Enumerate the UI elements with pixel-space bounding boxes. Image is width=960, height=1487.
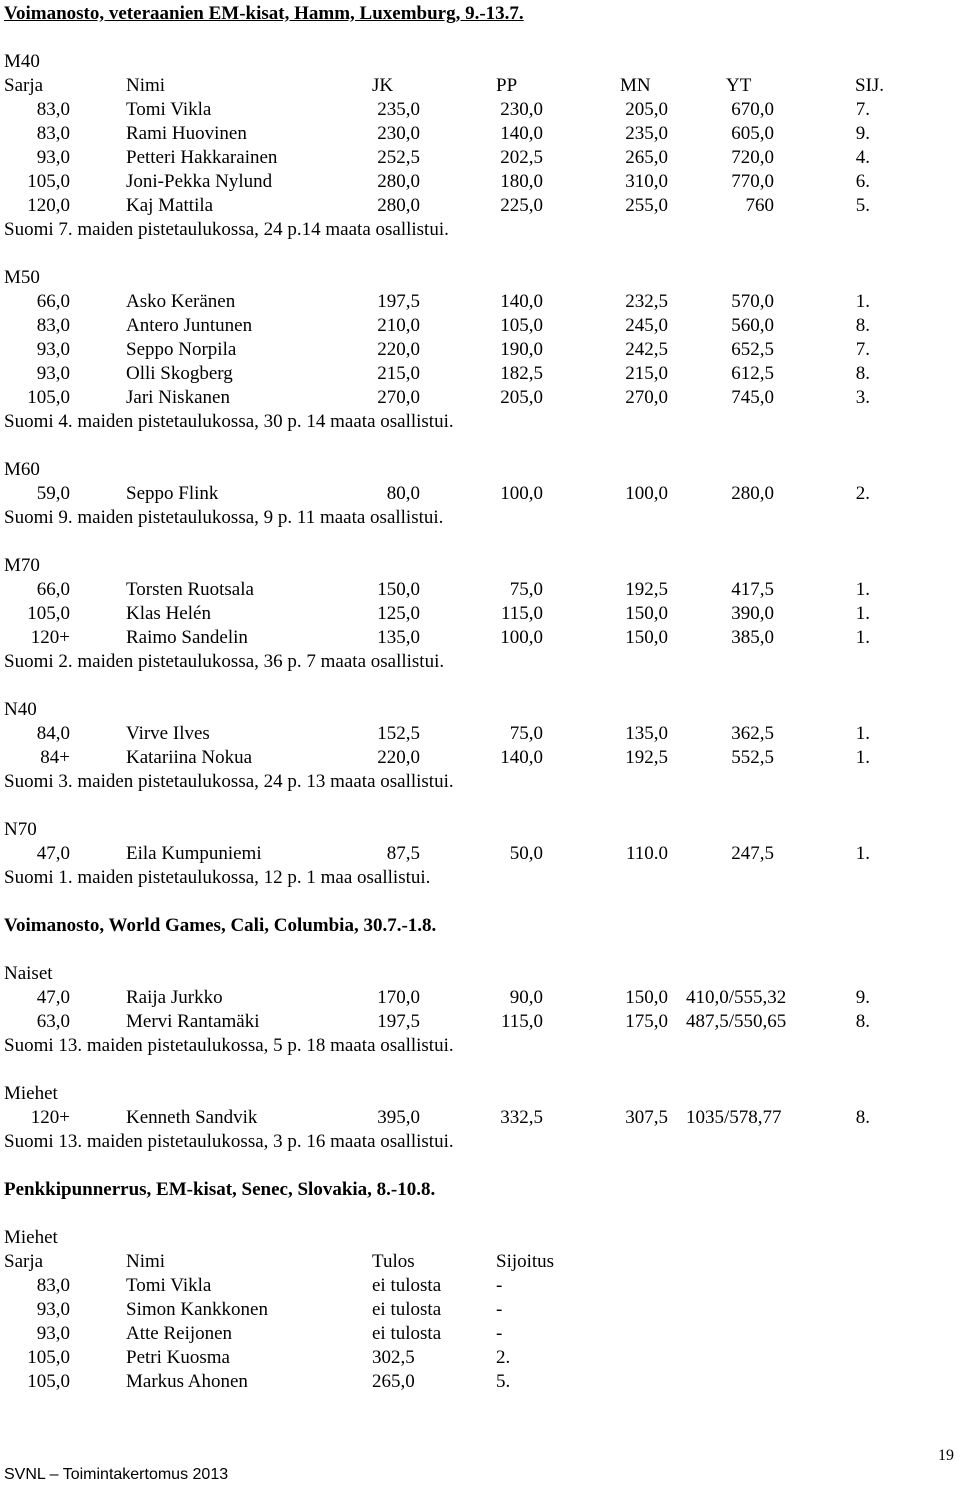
- section1-groups: [4, 50, 944, 890]
- table-row: [4, 290, 944, 314]
- table-cell: 9.: [855, 123, 870, 144]
- header-cell: Nimi: [126, 75, 166, 96]
- table-cell: 202,5: [500, 147, 543, 168]
- header-cell: JK: [372, 75, 394, 96]
- table-cell: 417,5: [731, 579, 774, 600]
- table-cell: 245,0: [625, 315, 668, 336]
- header-cell: MN: [620, 75, 651, 96]
- group-name: M50: [4, 267, 40, 288]
- table-row: [4, 146, 944, 170]
- table-cell: Petteri Hakkarainen: [126, 147, 278, 168]
- table-cell: 75,0: [509, 723, 543, 744]
- table-row: [4, 746, 944, 770]
- group-name: M40: [4, 51, 40, 72]
- table-row: [4, 578, 944, 602]
- table-cell: 197,5: [377, 1011, 420, 1032]
- table-cell: 230,0: [377, 123, 420, 144]
- table-cell: 120,0: [27, 195, 70, 216]
- footer-text: SVNL – Toimintakertomus 2013: [4, 1466, 229, 1483]
- table-cell: 100,0: [625, 483, 668, 504]
- table-cell: 192,5: [625, 747, 668, 768]
- table-cell: 93,0: [36, 1323, 70, 1344]
- table-cell: 1.: [855, 843, 870, 864]
- table-cell: 110.0: [625, 843, 668, 864]
- table-cell: 150,0: [377, 579, 420, 600]
- table-cell: 87,5: [386, 843, 420, 864]
- table-cell: 150,0: [625, 627, 668, 648]
- table-cell: 265,0: [372, 1371, 415, 1392]
- table-cell: 4.: [855, 147, 870, 168]
- table-cell: 230,0: [500, 99, 543, 120]
- table-cell: 93,0: [36, 339, 70, 360]
- table-row: [4, 482, 944, 506]
- table-row: [4, 1274, 944, 1298]
- table-row: [4, 98, 944, 122]
- table-cell: 190,0: [500, 339, 543, 360]
- table-cell: 670,0: [731, 99, 774, 120]
- group-summary: Suomi 13. maiden pistetaulukossa, 5 p. 18 maata osallistui.: [4, 1035, 454, 1056]
- group-summary: Suomi 1. maiden pistetaulukossa, 12 p. 1 maa osallistui.: [4, 867, 431, 888]
- table-cell: Tomi Vikla: [126, 99, 212, 120]
- table-cell: 1.: [855, 291, 870, 312]
- table-cell: 8.: [855, 1107, 870, 1128]
- table-cell: Tomi Vikla: [126, 1275, 212, 1296]
- spacer: [4, 1058, 944, 1082]
- group-name: Miehet: [4, 1227, 58, 1248]
- section-title: Voimanosto, World Games, Cali, Columbia, 30.7.-1.8.: [4, 915, 437, 936]
- bench-results: [4, 1274, 944, 1394]
- table-cell: 362,5: [731, 723, 774, 744]
- table-cell: 1.: [855, 603, 870, 624]
- table-cell: -: [496, 1299, 503, 1320]
- table-cell: 105,0: [27, 1347, 70, 1368]
- table-row: [4, 842, 944, 866]
- table-cell: 83,0: [36, 1275, 70, 1296]
- group-name: Miehet: [4, 1083, 58, 1104]
- table-cell: Atte Reijonen: [126, 1323, 233, 1344]
- table-cell: Mervi Rantamäki: [126, 1011, 260, 1032]
- table-cell: 487,5/550,65: [686, 1011, 787, 1032]
- table-cell: 170,0: [377, 987, 420, 1008]
- table-cell: 235,0: [625, 123, 668, 144]
- table-row: [4, 1322, 944, 1346]
- table-cell: 1035/578,77: [686, 1107, 782, 1128]
- group-summary: Suomi 7. maiden pistetaulukossa, 24 p.14 maata osallistui.: [4, 219, 449, 240]
- table-row: [4, 386, 944, 410]
- table-cell: 6.: [855, 171, 870, 192]
- document: [4, 2, 944, 1394]
- table-cell: 552,5: [731, 747, 774, 768]
- table-cell: 93,0: [36, 1299, 70, 1320]
- table-cell: 220,0: [377, 747, 420, 768]
- table-cell: 140,0: [500, 291, 543, 312]
- spacer: [4, 434, 944, 458]
- table-cell: 115,0: [500, 603, 543, 624]
- table-cell: 180,0: [500, 171, 543, 192]
- group-summary: Suomi 3. maiden pistetaulukossa, 24 p. 13 maata osallistui.: [4, 771, 454, 792]
- table-cell: 75,0: [509, 579, 543, 600]
- table-cell: Joni-Pekka Nylund: [126, 171, 273, 192]
- table-cell: 2.: [855, 483, 870, 504]
- table-cell: 5.: [496, 1371, 511, 1392]
- table-cell: 252,5: [377, 147, 420, 168]
- table-row: [4, 1106, 944, 1130]
- table-cell: 280,0: [731, 483, 774, 504]
- table-cell: 175,0: [625, 1011, 668, 1032]
- table-cell: 210,0: [377, 315, 420, 336]
- table-cell: 63,0: [36, 1011, 70, 1032]
- table-cell: 140,0: [500, 123, 543, 144]
- table-cell: 235,0: [377, 99, 420, 120]
- table-cell: 83,0: [36, 123, 70, 144]
- section-title: Penkkipunnerrus, EM-kisat, Senec, Slovakia, 8.-10.8.: [4, 1179, 436, 1200]
- table-cell: ei tulosta: [372, 1299, 442, 1320]
- table-cell: Raija Jurkko: [126, 987, 223, 1008]
- table-cell: 5.: [855, 195, 870, 216]
- table-cell: Olli Skogberg: [126, 363, 233, 384]
- table-cell: 140,0: [500, 747, 543, 768]
- table-cell: ei tulosta: [372, 1275, 442, 1296]
- table-cell: 150,0: [625, 987, 668, 1008]
- table-cell: 83,0: [36, 99, 70, 120]
- table-cell: 225,0: [500, 195, 543, 216]
- group-summary: Suomi 9. maiden pistetaulukossa, 9 p. 11 maata osallistui.: [4, 507, 444, 528]
- table-header: [4, 74, 944, 98]
- group-name: M60: [4, 459, 40, 480]
- table-cell: Kaj Mattila: [126, 195, 214, 216]
- table-cell: 760: [745, 195, 774, 216]
- header-cell: PP: [496, 75, 518, 96]
- table-row: [4, 170, 944, 194]
- table-row: [4, 362, 944, 386]
- table-cell: -: [496, 1275, 503, 1296]
- spacer: [4, 242, 944, 266]
- table-cell: Petri Kuosma: [126, 1347, 230, 1368]
- table-cell: 332,5: [500, 1107, 543, 1128]
- table-row: [4, 122, 944, 146]
- section-title: Voimanosto, veteraanien EM-kisat, Hamm, Luxemburg, 9.-13.7.: [4, 3, 524, 24]
- spacer: [4, 794, 944, 818]
- table-cell: 93,0: [36, 363, 70, 384]
- table-cell: 115,0: [500, 1011, 543, 1032]
- table-row: [4, 194, 944, 218]
- table-cell: 720,0: [731, 147, 774, 168]
- table-row: [4, 1346, 944, 1370]
- table-cell: 310,0: [625, 171, 668, 192]
- table-cell: 205,0: [500, 387, 543, 408]
- table-cell: 9.: [855, 987, 870, 1008]
- table-cell: 385,0: [731, 627, 774, 648]
- table-cell: 7.: [855, 339, 870, 360]
- header-cell: Sarja: [4, 1251, 44, 1272]
- table-cell: Katariina Nokua: [126, 747, 253, 768]
- group-name: N40: [4, 699, 37, 720]
- table-cell: 105,0: [27, 387, 70, 408]
- table-row: [4, 722, 944, 746]
- table-cell: 8.: [855, 1011, 870, 1032]
- table-row: [4, 314, 944, 338]
- table-cell: 152,5: [377, 723, 420, 744]
- table-cell: Markus Ahonen: [126, 1371, 248, 1392]
- table-row: [4, 1370, 944, 1394]
- table-cell: 47,0: [36, 987, 70, 1008]
- table-cell: 135,0: [377, 627, 420, 648]
- group-summary: Suomi 13. maiden pistetaulukossa, 3 p. 16 maata osallistui.: [4, 1131, 454, 1152]
- header-cell: SIJ.: [855, 75, 885, 96]
- table-cell: 90,0: [509, 987, 543, 1008]
- group-name: M70: [4, 555, 40, 576]
- table-cell: 570,0: [731, 291, 774, 312]
- table-cell: 770,0: [731, 171, 774, 192]
- table-cell: ei tulosta: [372, 1323, 442, 1344]
- table-cell: -: [496, 1323, 503, 1344]
- table-cell: 80,0: [386, 483, 420, 504]
- table-cell: Antero Juntunen: [126, 315, 253, 336]
- table-cell: 215,0: [625, 363, 668, 384]
- table-header: [4, 1250, 944, 1274]
- table-cell: 50,0: [509, 843, 543, 864]
- table-cell: 125,0: [377, 603, 420, 624]
- table-cell: 192,5: [625, 579, 668, 600]
- table-cell: 255,0: [625, 195, 668, 216]
- table-cell: 612,5: [731, 363, 774, 384]
- header-cell: Sijoitus: [496, 1251, 555, 1272]
- header-cell: Tulos: [372, 1251, 415, 1272]
- table-cell: 652,5: [731, 339, 774, 360]
- table-cell: 100,0: [500, 627, 543, 648]
- table-cell: 215,0: [377, 363, 420, 384]
- table-row: [4, 1010, 944, 1034]
- table-cell: 59,0: [36, 483, 70, 504]
- table-cell: 84+: [40, 747, 70, 768]
- table-cell: Seppo Flink: [126, 483, 219, 504]
- table-cell: 93,0: [36, 147, 70, 168]
- table-cell: 120+: [30, 1107, 70, 1128]
- table-cell: 120+: [30, 627, 70, 648]
- table-cell: 410,0/555,32: [686, 987, 787, 1008]
- table-cell: 66,0: [36, 579, 70, 600]
- table-cell: 302,5: [372, 1347, 415, 1368]
- table-cell: Jari Niskanen: [126, 387, 230, 408]
- table-cell: 1.: [855, 627, 870, 648]
- group-summary: Suomi 4. maiden pistetaulukossa, 30 p. 14 maata osallistui.: [4, 411, 454, 432]
- table-cell: 83,0: [36, 315, 70, 336]
- table-cell: Seppo Norpila: [126, 339, 237, 360]
- table-cell: 105,0: [27, 171, 70, 192]
- table-cell: 220,0: [377, 339, 420, 360]
- table-cell: 1.: [855, 747, 870, 768]
- table-cell: Asko Keränen: [126, 291, 236, 312]
- table-cell: 66,0: [36, 291, 70, 312]
- table-cell: 182,5: [500, 363, 543, 384]
- table-cell: 197,5: [377, 291, 420, 312]
- table-cell: Virve Ilves: [126, 723, 210, 744]
- table-cell: 247,5: [731, 843, 774, 864]
- spacer: [4, 530, 944, 554]
- table-cell: 232,5: [625, 291, 668, 312]
- table-cell: 135,0: [625, 723, 668, 744]
- group-name: Naiset: [4, 963, 53, 984]
- table-cell: Simon Kankkonen: [126, 1299, 268, 1320]
- table-cell: 280,0: [377, 171, 420, 192]
- table-cell: 150,0: [625, 603, 668, 624]
- table-cell: 1.: [855, 723, 870, 744]
- table-cell: 605,0: [731, 123, 774, 144]
- section2-groups: [4, 962, 944, 1154]
- table-cell: 242,5: [625, 339, 668, 360]
- table-cell: 100,0: [500, 483, 543, 504]
- table-row: [4, 602, 944, 626]
- table-cell: 8.: [855, 363, 870, 384]
- table-row: [4, 1298, 944, 1322]
- table-cell: 105,0: [27, 1371, 70, 1392]
- table-cell: 265,0: [625, 147, 668, 168]
- table-cell: Kenneth Sandvik: [126, 1107, 258, 1128]
- table-cell: 47,0: [36, 843, 70, 864]
- table-cell: 84,0: [36, 723, 70, 744]
- page-number: 19: [938, 1447, 954, 1464]
- table-cell: 205,0: [625, 99, 668, 120]
- header-cell: Sarja: [4, 75, 44, 96]
- table-cell: Raimo Sandelin: [126, 627, 248, 648]
- table-cell: Rami Huovinen: [126, 123, 247, 144]
- table-row: [4, 986, 944, 1010]
- table-cell: 307,5: [625, 1107, 668, 1128]
- table-cell: 280,0: [377, 195, 420, 216]
- group-summary: Suomi 2. maiden pistetaulukossa, 36 p. 7 maata osallistui.: [4, 651, 445, 672]
- table-cell: 390,0: [731, 603, 774, 624]
- table-row: [4, 338, 944, 362]
- table-cell: 745,0: [731, 387, 774, 408]
- spacer: [4, 674, 944, 698]
- table-cell: 395,0: [377, 1107, 420, 1128]
- header-cell: Nimi: [126, 1251, 166, 1272]
- table-cell: 2.: [496, 1347, 511, 1368]
- table-cell: 7.: [855, 99, 870, 120]
- table-cell: 1.: [855, 579, 870, 600]
- group-name: N70: [4, 819, 37, 840]
- table-cell: 3.: [855, 387, 870, 408]
- table-row: [4, 626, 944, 650]
- table-cell: 270,0: [625, 387, 668, 408]
- table-cell: 8.: [855, 315, 870, 336]
- table-cell: 105,0: [27, 603, 70, 624]
- table-cell: 270,0: [377, 387, 420, 408]
- table-cell: Eila Kumpuniemi: [126, 843, 262, 864]
- table-cell: 560,0: [731, 315, 774, 336]
- table-cell: Klas Helén: [126, 603, 211, 624]
- header-cell: YT: [726, 75, 752, 96]
- table-cell: Torsten Ruotsala: [126, 579, 254, 600]
- table-cell: 105,0: [500, 315, 543, 336]
